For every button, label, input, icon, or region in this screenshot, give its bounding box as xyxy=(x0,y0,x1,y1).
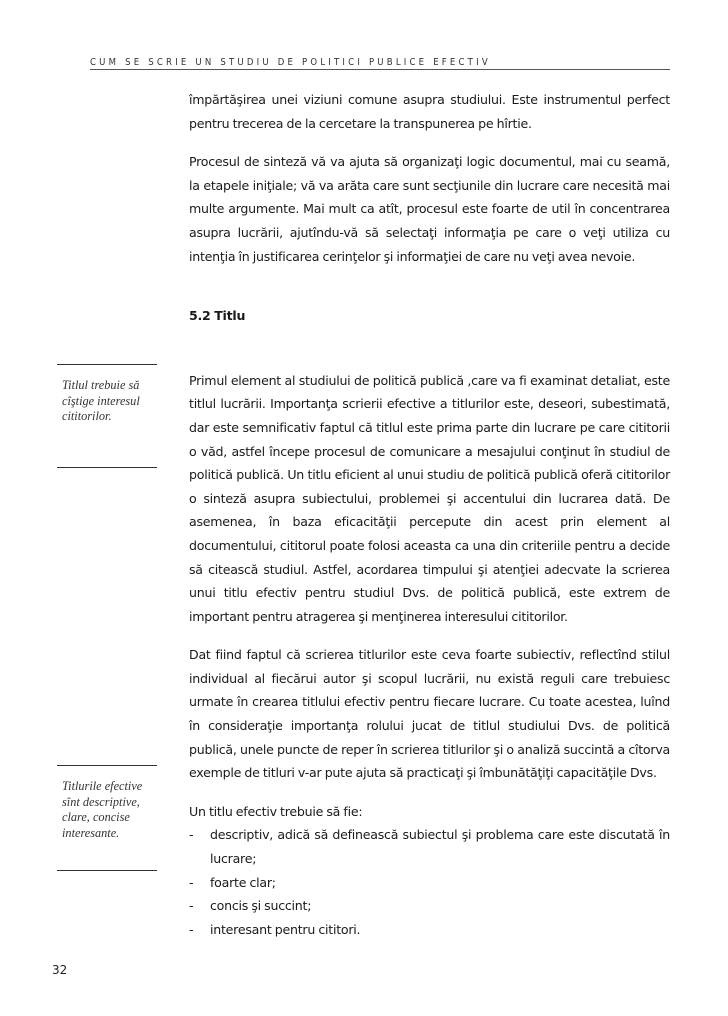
paragraph-title-guidelines: Dat fiind faptul că scrierea titlurilor este ceva foarte subiectiv, reflectînd stilul individual al fiecărui autor şi scopul lucrării, nu există reguli care trebuiesc urmate în crearea titlului efectiv pentru fiecare lucrare. Cu toate acestea, luînd în consideraţie importanţa rolului jucat de titlul studiului Dvs. de politică publică, unele puncte de reper în scrierea titlurilor şi o analiză succintă a cîtorva exemple de titluri v-ar pute ajuta să practicaţi şi îmbunătăţiţi capacităţile Dvs. xyxy=(189,647,670,781)
list-dash: - xyxy=(189,921,194,937)
margin-note-title-interest: Titlul trebuie să cîştige interesul cititorilor. xyxy=(62,378,140,423)
list-intro: Un titlu efectiv trebuie să fie: xyxy=(189,803,363,819)
list-item-text: concis şi succint; xyxy=(210,898,312,914)
paragraph-intro-continued: împărtăşirea unei viziuni comune asupra studiului. Este instrumentul perfect pentru trecerea de la cercetare la transpunerea pe hîrtie. xyxy=(189,92,670,131)
title-criteria-list xyxy=(189,823,670,941)
page-number: 32 xyxy=(52,963,68,977)
list-item xyxy=(189,894,670,918)
running-header-title: CUM SE SCRIE UN STUDIU DE POLITICI PUBLICE EFECTIV xyxy=(90,57,491,68)
list-item-text: descriptiv, adică să definească subiectul şi problema care este discutată în lucrare; xyxy=(210,827,670,867)
list-item xyxy=(189,823,670,870)
list-dash: - xyxy=(189,874,194,890)
list-dash: - xyxy=(189,898,194,914)
margin-note-bottom-rule xyxy=(57,467,157,468)
list-item xyxy=(189,871,670,895)
paragraph-synthesis-process: Procesul de sinteză vă va ajuta să organizaţi logic documentul, mai cu seamă, la etapele iniţiale; vă va arăta care sunt secţiunile din lucrare care necesită mai multe argumente. Mai mult ca atît, procesul este foarte de util în concentrarea asupra lucrării, ajutîndu-vă să selectaţi informaţia pe care o veţi utiliza cu intenţia în justificarea cerinţelor şi informaţiei de care nu veţi avea nevoie. xyxy=(189,154,670,264)
margin-note-effective-titles: Titlurile efective sînt descriptive, clare, concise interesante. xyxy=(62,779,143,840)
main-text-column xyxy=(189,88,670,941)
list-item-text: foarte clar; xyxy=(210,874,276,890)
margin-note-top-rule xyxy=(57,765,157,766)
margin-note-bottom-rule xyxy=(57,870,157,871)
paragraph-title-importance: Primul element al studiului de politică publică ,care va fi examinat detaliat, este titlul lucrării. Importanţa scrierii efective a titlurilor este, deseori, subestimată, dar este semnificativ faptul că titlul este prima parte din lucrare pe care cititorii o văd, astfel începe procesul de comunicare a mesajului conţinut în studiul de politică publică. Un titlu eficient al unui studiu de politică publică oferă cititorilor o sinteză asupra subiectului, problemei şi accentului din lucrarea dată. De asemenea, în baza eficacităţii percepute din acest prin element al documentului, cititorul poate folosi aceasta ca una din criteriile pentru a decide să citească studiul. Astfel, acordarea timpului şi atenţiei adecvate la scrierea unui titlu efectiv pentru studiul Dvs. de politică publică, este extrem de important pentru atragerea şi menţinerea interesului cititorilor. xyxy=(189,372,670,624)
list-item xyxy=(189,918,670,942)
list-item-text: interesant pentru cititori. xyxy=(210,921,361,937)
section-heading: 5.2 Titlu xyxy=(189,308,246,324)
list-dash: - xyxy=(189,827,194,843)
header-rule xyxy=(90,69,670,70)
margin-note-top-rule xyxy=(57,364,157,365)
